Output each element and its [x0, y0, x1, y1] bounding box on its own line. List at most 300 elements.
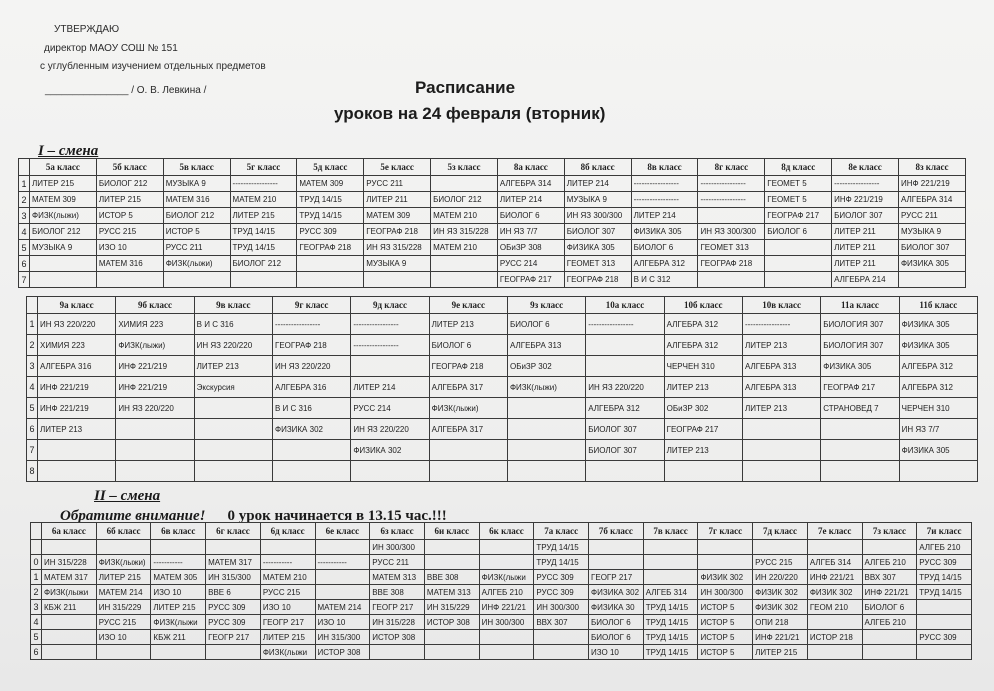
lesson-cell: ГЕОГР 217 [589, 570, 644, 585]
lesson-cell [664, 461, 742, 482]
lesson-cell: МАТЕМ 309 [30, 192, 97, 208]
lesson-cell: ФИЗИКА 30 [589, 600, 644, 615]
lesson-cell: ГЕОГРАФ 217 [664, 419, 742, 440]
lesson-number: 8 [27, 461, 38, 482]
lesson-cell: ИН ЯЗ 220/220 [194, 335, 272, 356]
lesson-cell: ФИЗИКА 302 [589, 585, 644, 600]
lesson-cell [315, 585, 370, 600]
lesson-cell: ИСТОР 308 [315, 645, 370, 660]
class-header: 9з класс [507, 297, 585, 314]
lesson-cell: ----------------- [351, 314, 429, 335]
class-header: 6и класс [424, 523, 479, 540]
lesson-cell: ФИЗИК 302 [753, 585, 808, 600]
lesson-cell: МАТЕМ 313 [424, 585, 479, 600]
class-header: 7д класс [753, 523, 808, 540]
lesson-cell: ИН ЯЗ 315/228 [431, 224, 498, 240]
lesson-cell [765, 272, 832, 288]
lesson-cell: ИН 315/228 [370, 615, 425, 630]
class-header: 8б класс [564, 159, 631, 176]
lesson-cell: БИОЛОГ 6 [631, 240, 698, 256]
lesson-cell: ЛИТЕР 213 [742, 398, 820, 419]
lesson-cell: РУСС 214 [497, 256, 564, 272]
lesson-cell: ФИЗИК 302 [807, 585, 862, 600]
lesson-cell: ИНФ 221/219 [116, 377, 194, 398]
lesson-cell: АЛГЕБРА 316 [38, 356, 116, 377]
lesson-cell: РУСС 211 [898, 208, 965, 224]
lesson-row [27, 419, 978, 440]
lesson-cell: ЧЕРЧЕН 310 [899, 398, 977, 419]
class-header: 9в класс [194, 297, 272, 314]
lesson-cell: ЛИТЕР 215 [30, 176, 97, 192]
class-header: 8д класс [765, 159, 832, 176]
lesson-cell: АЛГЕБРА 312 [899, 356, 977, 377]
lesson-cell: ТРУД 14/15 [230, 224, 297, 240]
lesson-cell [260, 540, 315, 555]
class-header: 8е класс [832, 159, 899, 176]
lesson-cell: МУЗЫКА 9 [30, 240, 97, 256]
lesson-cell: ФИЗИК 302 [698, 570, 753, 585]
lesson-cell: ФИЗИК 302 [753, 600, 808, 615]
lesson-number: 3 [31, 600, 42, 615]
lesson-cell: БИОЛОГ 6 [765, 224, 832, 240]
lesson-number [31, 540, 42, 555]
lesson-cell: ФИЗИКА 305 [821, 356, 899, 377]
lesson-number: 1 [19, 176, 30, 192]
lesson-row [19, 208, 966, 224]
lesson-cell: ГЕОГРАФ 218 [429, 356, 507, 377]
lesson-cell [753, 540, 808, 555]
lesson-cell: АЛГЕБРА 317 [429, 377, 507, 398]
lesson-cell: ТРУД 14/15 [917, 585, 972, 600]
class-header: 5б класс [96, 159, 163, 176]
lesson-cell [42, 615, 97, 630]
lesson-cell [807, 615, 862, 630]
lesson-cell: РУСС 309 [534, 585, 589, 600]
lesson-number: 7 [27, 440, 38, 461]
lesson-cell: АЛГЕБРА 314 [898, 192, 965, 208]
lesson-cell: МУЗЫКА 9 [163, 176, 230, 192]
lesson-cell: БИОЛОГ 307 [586, 440, 664, 461]
lesson-cell: ФИЗИКА 305 [631, 224, 698, 240]
lesson-cell: АЛГЕБРА 313 [507, 335, 585, 356]
lesson-cell: МАТЕМ 316 [163, 192, 230, 208]
lesson-cell: В И С 312 [631, 272, 698, 288]
lesson-cell [742, 419, 820, 440]
lesson-cell [765, 240, 832, 256]
lesson-cell: ФИЗИКА 305 [899, 335, 977, 356]
lesson-cell: ИН 315/300 [206, 570, 261, 585]
lesson-cell: ИСТОР 5 [698, 600, 753, 615]
lesson-number: 1 [27, 314, 38, 335]
lesson-cell [899, 461, 977, 482]
lesson-cell: БИОЛОГ 6 [497, 208, 564, 224]
lesson-cell: ГЕОМЕТ 313 [698, 240, 765, 256]
lesson-cell [862, 540, 917, 555]
lesson-cell [297, 272, 364, 288]
lesson-cell: МУЗЫКА 9 [564, 192, 631, 208]
class-header: 5е класс [364, 159, 431, 176]
lesson-number: 2 [27, 335, 38, 356]
lesson-cell [898, 272, 965, 288]
lesson-row [31, 615, 972, 630]
lesson-cell [315, 570, 370, 585]
lesson-row [19, 192, 966, 208]
lesson-cell: ИН 315/228 [42, 555, 97, 570]
lesson-cell [151, 540, 206, 555]
lesson-cell: ЛИТЕР 211 [832, 256, 899, 272]
lesson-number: 5 [27, 398, 38, 419]
lesson-cell: АЛГЕБРА 312 [631, 256, 698, 272]
lesson-cell: ЧЕРЧЕН 310 [664, 356, 742, 377]
lesson-cell: ТРУД 14/15 [230, 240, 297, 256]
lesson-cell: МАТЕМ 313 [370, 570, 425, 585]
lesson-cell: Экскурсия [194, 377, 272, 398]
lesson-cell: ТРУД 14/15 [643, 615, 698, 630]
lesson-cell [42, 645, 97, 660]
approval-block [40, 24, 266, 96]
lesson-cell: В И С 316 [194, 314, 272, 335]
lesson-number: 4 [31, 615, 42, 630]
class-header: 8в класс [631, 159, 698, 176]
lesson-cell: ЛИТЕР 214 [497, 192, 564, 208]
lesson-cell [206, 645, 261, 660]
lesson-cell: ФИЗИКА 302 [351, 440, 429, 461]
lesson-cell: ----------- [260, 555, 315, 570]
lesson-cell [507, 461, 585, 482]
lesson-row [19, 224, 966, 240]
class-header: 6е класс [315, 523, 370, 540]
class-header: 6д класс [260, 523, 315, 540]
class-header: 11а класс [821, 297, 899, 314]
approval-school: с углубленным изучением отдельных предметов [40, 61, 266, 72]
lesson-cell: МУЗЫКА 9 [364, 256, 431, 272]
lesson-cell [424, 630, 479, 645]
lesson-cell: БИОЛОГ 212 [96, 176, 163, 192]
class-header: 9б класс [116, 297, 194, 314]
lesson-cell [586, 356, 664, 377]
lesson-cell [742, 440, 820, 461]
lesson-cell [364, 272, 431, 288]
lesson-cell: РУСС 309 [206, 615, 261, 630]
lesson-cell [586, 335, 664, 356]
class-header: 6а класс [42, 523, 97, 540]
schedule-table-grades-5-8 [18, 158, 966, 288]
lesson-cell: АЛГЕБРА 313 [742, 356, 820, 377]
lesson-cell: ФИЗИКА 305 [564, 240, 631, 256]
lesson-cell: ХИМИЯ 223 [116, 314, 194, 335]
lesson-cell [821, 461, 899, 482]
class-header: 11б класс [899, 297, 977, 314]
class-header: 10в класс [742, 297, 820, 314]
schedule-title: Расписание [415, 78, 516, 97]
lesson-cell: ЛИТЕР 213 [429, 314, 507, 335]
lesson-cell: РУСС 214 [351, 398, 429, 419]
lesson-cell [821, 419, 899, 440]
lesson-cell: ИН ЯЗ 7/7 [899, 419, 977, 440]
notice-text: 0 урок начинается в 13.15 час.!!! [227, 508, 447, 524]
class-header: 5з класс [431, 159, 498, 176]
header-row [31, 523, 972, 540]
lesson-cell: ИНФ 221/21 [862, 585, 917, 600]
lesson-cell: ГЕОМЕТ 5 [765, 192, 832, 208]
lesson-cell [917, 645, 972, 660]
lesson-cell [698, 272, 765, 288]
lesson-cell: ИНФ 221/219 [38, 398, 116, 419]
lesson-cell [194, 440, 272, 461]
lesson-cell: ХИМИЯ 223 [38, 335, 116, 356]
lesson-cell: ГЕОГРАФ 218 [698, 256, 765, 272]
lesson-cell: В И С 316 [272, 398, 350, 419]
lesson-number: 5 [19, 240, 30, 256]
lesson-cell [206, 540, 261, 555]
lesson-row [19, 272, 966, 288]
lesson-row [31, 570, 972, 585]
lesson-cell: ----------------- [698, 192, 765, 208]
lesson-cell [272, 440, 350, 461]
lesson-cell: БИОЛОГИЯ 307 [821, 335, 899, 356]
lesson-row [27, 335, 978, 356]
lesson-cell: АЛГЕБ 210 [862, 555, 917, 570]
lesson-cell: ЛИТЕР 215 [260, 630, 315, 645]
notice-attention: Обратите внимание! [60, 508, 206, 524]
lesson-cell: ФИЗИКА 305 [899, 314, 977, 335]
lesson-cell: ГЕОМ 210 [807, 600, 862, 615]
approval-director: директор МАОУ СОШ № 151 [44, 42, 178, 54]
shift-one-label: I – смена [38, 143, 99, 159]
lesson-cell [589, 540, 644, 555]
lesson-cell: АЛГЕБРА 312 [899, 377, 977, 398]
lesson-cell: ФИЗК(лыжи [42, 585, 97, 600]
lesson-cell: ИЗО 10 [151, 585, 206, 600]
lesson-number: 4 [27, 377, 38, 398]
lesson-cell: БИОЛОГ 6 [589, 615, 644, 630]
lesson-number-header [19, 159, 30, 176]
lesson-cell [370, 645, 425, 660]
lesson-cell [116, 419, 194, 440]
approval-title: УТВЕРЖДАЮ [54, 24, 120, 35]
lesson-cell: МАТЕМ 214 [315, 600, 370, 615]
lesson-cell: ТРУД 14/15 [534, 540, 589, 555]
lesson-cell: ЛИТЕР 215 [230, 208, 297, 224]
lesson-cell [698, 540, 753, 555]
lesson-cell: ЛИТЕР 213 [38, 419, 116, 440]
lesson-cell: АЛГЕБ 210 [917, 540, 972, 555]
lesson-cell: БИОЛОГ 6 [507, 314, 585, 335]
lesson-cell [96, 272, 163, 288]
lesson-cell: ИНФ 221/21 [807, 570, 862, 585]
lesson-cell: ИЗО 10 [96, 240, 163, 256]
lesson-cell: ИН ЯЗ 220/220 [116, 398, 194, 419]
lesson-cell: БИОЛОГ 212 [431, 192, 498, 208]
lesson-row [31, 600, 972, 615]
lesson-cell: ИЗО 10 [589, 645, 644, 660]
lesson-cell: ИН 315/300 [315, 630, 370, 645]
lesson-cell: ИН ЯЗ 220/220 [586, 377, 664, 398]
schedule-table-grades-6-7 [30, 522, 972, 660]
lesson-cell: АЛГЕБРА 316 [272, 377, 350, 398]
lesson-cell: ЛИТЕР 215 [151, 600, 206, 615]
lesson-number: 3 [27, 356, 38, 377]
lesson-cell: ИСТОР 5 [96, 208, 163, 224]
class-header: 6б класс [96, 523, 151, 540]
lesson-cell: ----------------- [631, 176, 698, 192]
lesson-cell: БИОЛОГИЯ 307 [821, 314, 899, 335]
lesson-cell: ТРУД 14/15 [297, 192, 364, 208]
lesson-cell [424, 540, 479, 555]
lesson-cell [431, 176, 498, 192]
lesson-cell: ИНФ 221/219 [116, 356, 194, 377]
lesson-cell: ----------------- [351, 335, 429, 356]
lesson-cell [862, 645, 917, 660]
lesson-number: 6 [27, 419, 38, 440]
lesson-cell [507, 419, 585, 440]
lesson-cell: ГЕОГРАФ 218 [364, 224, 431, 240]
class-header: 9е класс [429, 297, 507, 314]
lesson-cell: ФИЗК(лыжи) [116, 335, 194, 356]
lesson-cell: ОБиЗР 302 [664, 398, 742, 419]
lesson-cell: АЛГЕБРА 312 [586, 398, 664, 419]
lesson-cell: ФИЗК(лыжи) [507, 377, 585, 398]
lesson-cell [194, 461, 272, 482]
lesson-cell: БИОЛОГ 212 [230, 256, 297, 272]
lesson-cell: ИН 300/300 [370, 540, 425, 555]
lesson-row [19, 240, 966, 256]
lesson-cell: ЛИТЕР 214 [564, 176, 631, 192]
lesson-cell: ----------------- [631, 192, 698, 208]
lesson-cell: ИЗО 10 [260, 600, 315, 615]
lesson-cell: ИН ЯЗ 220/220 [272, 356, 350, 377]
lesson-number: 1 [31, 570, 42, 585]
lesson-cell: ГЕОМЕТ 5 [765, 176, 832, 192]
lesson-cell: ГЕОГРАФ 218 [564, 272, 631, 288]
lesson-cell [479, 555, 534, 570]
lesson-cell: ГЕОГРАФ 217 [821, 377, 899, 398]
lesson-cell: ГЕОГРАФ 217 [765, 208, 832, 224]
lesson-cell: ТРУД 14/15 [643, 645, 698, 660]
lesson-cell [698, 208, 765, 224]
lesson-cell: ТРУД 14/15 [643, 600, 698, 615]
lesson-cell [42, 630, 97, 645]
lesson-cell [116, 461, 194, 482]
lesson-cell [38, 461, 116, 482]
shift-two-label: II – смена [94, 488, 161, 504]
lesson-cell: ОБиЗР 302 [507, 356, 585, 377]
lesson-cell: АЛГЕБРА 312 [664, 314, 742, 335]
lesson-cell: ЛИТЕР 213 [742, 335, 820, 356]
lesson-cell: РУСС 309 [917, 555, 972, 570]
class-header: 5в класс [163, 159, 230, 176]
lesson-cell: ЛИТЕР 215 [753, 645, 808, 660]
lesson-cell: ИН 300/300 [534, 600, 589, 615]
lesson-cell: РУСС 211 [364, 176, 431, 192]
lesson-cell: РУСС 211 [163, 240, 230, 256]
class-header: 6з класс [370, 523, 425, 540]
lesson-cell: ОПИ 218 [753, 615, 808, 630]
lesson-cell [30, 256, 97, 272]
lesson-cell: ИСТОР 5 [698, 630, 753, 645]
lesson-cell [742, 461, 820, 482]
lesson-cell [163, 272, 230, 288]
approval-signature: _______________ / О. В. Левкина / [45, 84, 207, 96]
lesson-cell: ИН ЯЗ 315/228 [364, 240, 431, 256]
lesson-cell: ФИЗИКА 305 [898, 256, 965, 272]
class-header: 8г класс [698, 159, 765, 176]
lesson-row [31, 630, 972, 645]
lesson-cell: ИНФ 221/219 [898, 176, 965, 192]
class-header: 8а класс [497, 159, 564, 176]
lesson-number: 3 [19, 208, 30, 224]
lesson-cell: ИН ЯЗ 300/300 [698, 224, 765, 240]
lesson-cell: ГЕОМЕТ 313 [564, 256, 631, 272]
class-header: 7в класс [643, 523, 698, 540]
lesson-cell: ВВХ 307 [534, 615, 589, 630]
lesson-cell [230, 272, 297, 288]
lesson-cell: ИН ЯЗ 7/7 [497, 224, 564, 240]
lesson-cell: ИН 315/229 [96, 600, 151, 615]
lesson-cell: ФИЗИКА 305 [899, 440, 977, 461]
lesson-cell: КБЖ 211 [42, 600, 97, 615]
lesson-cell: ЛИТЕР 213 [664, 440, 742, 461]
lesson-cell: МАТЕМ 210 [260, 570, 315, 585]
lesson-cell [807, 540, 862, 555]
class-header: 7з класс [862, 523, 917, 540]
lesson-cell [807, 645, 862, 660]
lesson-cell [862, 630, 917, 645]
lesson-row [19, 176, 966, 192]
lesson-cell: РУСС 215 [96, 224, 163, 240]
lesson-row [31, 540, 972, 555]
lesson-cell [315, 540, 370, 555]
class-header: 7и класс [917, 523, 972, 540]
lesson-cell: ЛИТЕР 213 [664, 377, 742, 398]
lesson-cell: БИОЛОГ 307 [832, 208, 899, 224]
lesson-cell [534, 630, 589, 645]
lesson-cell: СТРАНОВЕД 7 [821, 398, 899, 419]
lesson-number: 4 [19, 224, 30, 240]
lesson-row [31, 585, 972, 600]
lesson-cell: БИОЛОГ 212 [30, 224, 97, 240]
class-header: 10б класс [664, 297, 742, 314]
lesson-cell: ГЕОГР 217 [260, 615, 315, 630]
lesson-cell [351, 461, 429, 482]
lesson-cell: ----------------- [742, 314, 820, 335]
lesson-cell: ЛИТЕР 213 [194, 356, 272, 377]
lesson-cell [917, 600, 972, 615]
lesson-cell [424, 555, 479, 570]
lesson-cell: ----------- [151, 555, 206, 570]
class-header: 10а класс [586, 297, 664, 314]
lesson-cell: ИЗО 10 [315, 615, 370, 630]
lesson-cell [479, 645, 534, 660]
lesson-row [19, 256, 966, 272]
lesson-cell [38, 440, 116, 461]
lesson-cell: БИОЛОГ 307 [564, 224, 631, 240]
lesson-cell: ИЗО 10 [96, 630, 151, 645]
class-header: 9а класс [38, 297, 116, 314]
lesson-cell [151, 645, 206, 660]
lesson-cell: МАТЕМ 309 [364, 208, 431, 224]
class-header: 5д класс [297, 159, 364, 176]
class-header: 7г класс [698, 523, 753, 540]
lesson-cell [297, 256, 364, 272]
lesson-number: 6 [19, 256, 30, 272]
lesson-cell [351, 356, 429, 377]
lesson-row [27, 440, 978, 461]
lesson-cell: МАТЕМ 317 [206, 555, 261, 570]
lesson-cell [507, 440, 585, 461]
class-header: 7е класс [807, 523, 862, 540]
lesson-cell: ИН ЯЗ 220/220 [38, 314, 116, 335]
